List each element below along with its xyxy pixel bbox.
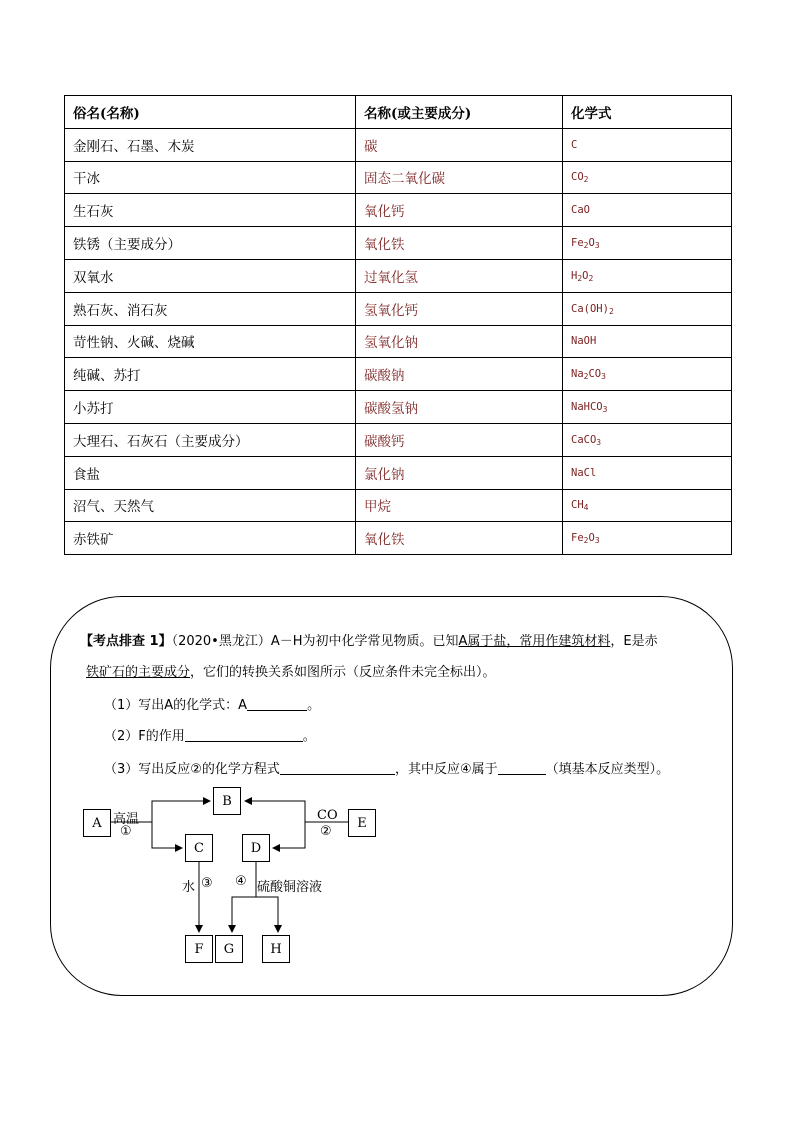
formula-part: O [588,237,595,250]
question-1-end: 。 [307,698,321,713]
node-d: D [242,834,270,862]
reaction-1-condition: 高温 [113,812,140,827]
line2-underlined-hint: 铁矿石的主要成分 [86,665,191,680]
table-row [65,325,732,358]
cell-common-name: 铁锈（主要成分） [65,227,356,260]
table-row [65,227,732,260]
table-row [65,391,732,424]
formula-part: NaOH [571,335,597,348]
cell-common-name: 双氧水 [65,259,356,292]
formula-part: CaO [571,204,590,217]
table-row [65,522,732,555]
cell-formula [563,391,732,424]
reaction-2-number: ② [320,824,332,839]
cell-common-name: 生石灰 [65,194,356,227]
cell-common-name: 纯碱、苏打 [65,358,356,391]
table-row [65,456,732,489]
exercise-source: （2020•黑龙江） [171,634,271,649]
table-row [65,161,732,194]
formula-part: NaHCO [571,401,603,414]
question-1-text: （1）写出A的化学式：A [104,698,248,713]
formula-subscript: 2 [608,306,614,316]
formula-part: Ca(OH) [571,302,609,315]
question-3 [104,758,669,777]
cell-formula [563,522,732,555]
answer-blank-1[interactable] [247,698,307,711]
header-formula: 化学式 [563,96,732,129]
problem-intro-line2 [86,661,496,680]
cell-chemical-name: 氢氧化钙 [356,292,563,325]
cell-chemical-name: 甲烷 [356,489,563,522]
question-2-text: （2）F的作用 [104,729,185,744]
intro-text: A－H为初中化学常见物质。已知 [270,634,459,649]
node-b: B [213,787,241,815]
formula-subscript: 3 [594,536,600,546]
cell-common-name: 赤铁矿 [65,522,356,555]
problem-intro-line1 [80,630,658,649]
formula-part: C [571,138,578,151]
table-row [65,423,732,456]
cell-common-name: 苛性钠、火碱、烧碱 [65,325,356,358]
cell-common-name: 熟石灰、消石灰 [65,292,356,325]
table-row [65,259,732,292]
cell-chemical-name: 碳酸钠 [356,358,563,391]
answer-blank-2[interactable] [185,729,303,742]
cell-common-name: 大理石、石灰石（主要成分） [65,423,356,456]
node-g: G [215,935,243,963]
node-a: A [83,809,111,837]
reaction-4-reagent: 硫酸铜溶液 [257,880,323,895]
cell-chemical-name: 碳酸氢钠 [356,391,563,424]
cell-common-name: 小苏打 [65,391,356,424]
reaction-3-reagent: 水 [182,880,196,895]
exercise-tag: 【考点排查 1】 [80,634,172,649]
cell-formula [563,128,732,161]
question-3-end: （填基本反应类型）。 [545,762,670,777]
table-row [65,292,732,325]
formula-part: O [588,532,595,545]
formula-part: H [571,269,578,282]
cell-formula [563,227,732,260]
table-body [65,128,732,554]
formula-subscript: 2 [583,536,589,546]
cell-chemical-name: 氯化钠 [356,456,563,489]
cell-formula [563,194,732,227]
node-h: H [262,935,290,963]
cell-chemical-name: 氢氧化钠 [356,325,563,358]
header-chemical-name: 名称(或主要成分) [356,96,563,129]
question-3-text: （3）写出反应②的化学方程式 [104,762,280,777]
table-row [65,358,732,391]
formula-subscript: 2 [577,273,583,283]
cell-formula [563,358,732,391]
cell-formula [563,423,732,456]
question-1 [104,694,320,713]
formula-subscript: 3 [594,241,600,251]
formula-part: O [582,269,589,282]
cell-common-name: 食盐 [65,456,356,489]
formula-subscript: 2 [583,241,589,251]
table-row [65,489,732,522]
cell-chemical-name: 碳 [356,128,563,161]
formula-subscript: 3 [596,437,602,447]
cell-chemical-name: 过氧化氢 [356,259,563,292]
reaction-1-number: ① [120,824,132,839]
formula-part: CO [571,171,584,184]
formula-part: Fe [571,237,584,250]
cell-formula [563,489,732,522]
cell-common-name: 金刚石、石墨、木炭 [65,128,356,161]
line2-text: ，它们的转换关系如图所示（反应条件未完全标出）。 [190,665,496,680]
node-c: C [185,834,213,862]
table-row [65,128,732,161]
formula-part: Na [571,368,584,381]
exercise-box [50,596,733,996]
answer-blank-3a[interactable] [280,762,395,775]
formula-part: NaCl [571,466,597,479]
cell-common-name: 干冰 [65,161,356,194]
chemical-names-table [64,95,732,555]
formula-part: CaCO [571,433,597,446]
formula-subscript: 4 [583,503,589,513]
cell-chemical-name: 碳酸钙 [356,423,563,456]
formula-subscript: 2 [583,175,589,185]
cell-chemical-name: 氧化铁 [356,522,563,555]
formula-part: Fe [571,532,584,545]
question-3-mid: ，其中反应④属于 [394,762,498,777]
answer-blank-3b[interactable] [498,762,546,775]
reaction-2-reagent: CO [317,808,338,823]
formula-subscript: 3 [601,372,606,382]
question-2-end: 。 [302,729,316,744]
node-f: F [185,935,213,963]
cell-formula [563,456,732,489]
intro-underlined-hint: A属于盐，常用作建筑材料 [458,634,611,649]
question-2 [104,725,316,744]
cell-chemical-name: 氧化铁 [356,227,563,260]
formula-part: CH [571,499,584,512]
formula-part: CO [588,368,602,381]
reaction-3-number: ③ [201,876,213,891]
formula-subscript: 2 [588,273,594,283]
table-row [65,194,732,227]
node-e: E [348,809,376,837]
cell-formula [563,292,732,325]
header-common-name: 俗名(名称) [65,96,356,129]
formula-subscript: 3 [602,405,608,415]
cell-common-name: 沼气、天然气 [65,489,356,522]
cell-formula [563,325,732,358]
cell-formula [563,161,732,194]
cell-chemical-name: 固态二氧化碳 [356,161,563,194]
cell-chemical-name: 氧化钙 [356,194,563,227]
intro-text-end: ，E是赤 [610,634,658,649]
formula-subscript: 2 [583,372,589,382]
reaction-4-number: ④ [235,874,247,889]
cell-formula [563,259,732,292]
table-header-row [65,96,732,129]
